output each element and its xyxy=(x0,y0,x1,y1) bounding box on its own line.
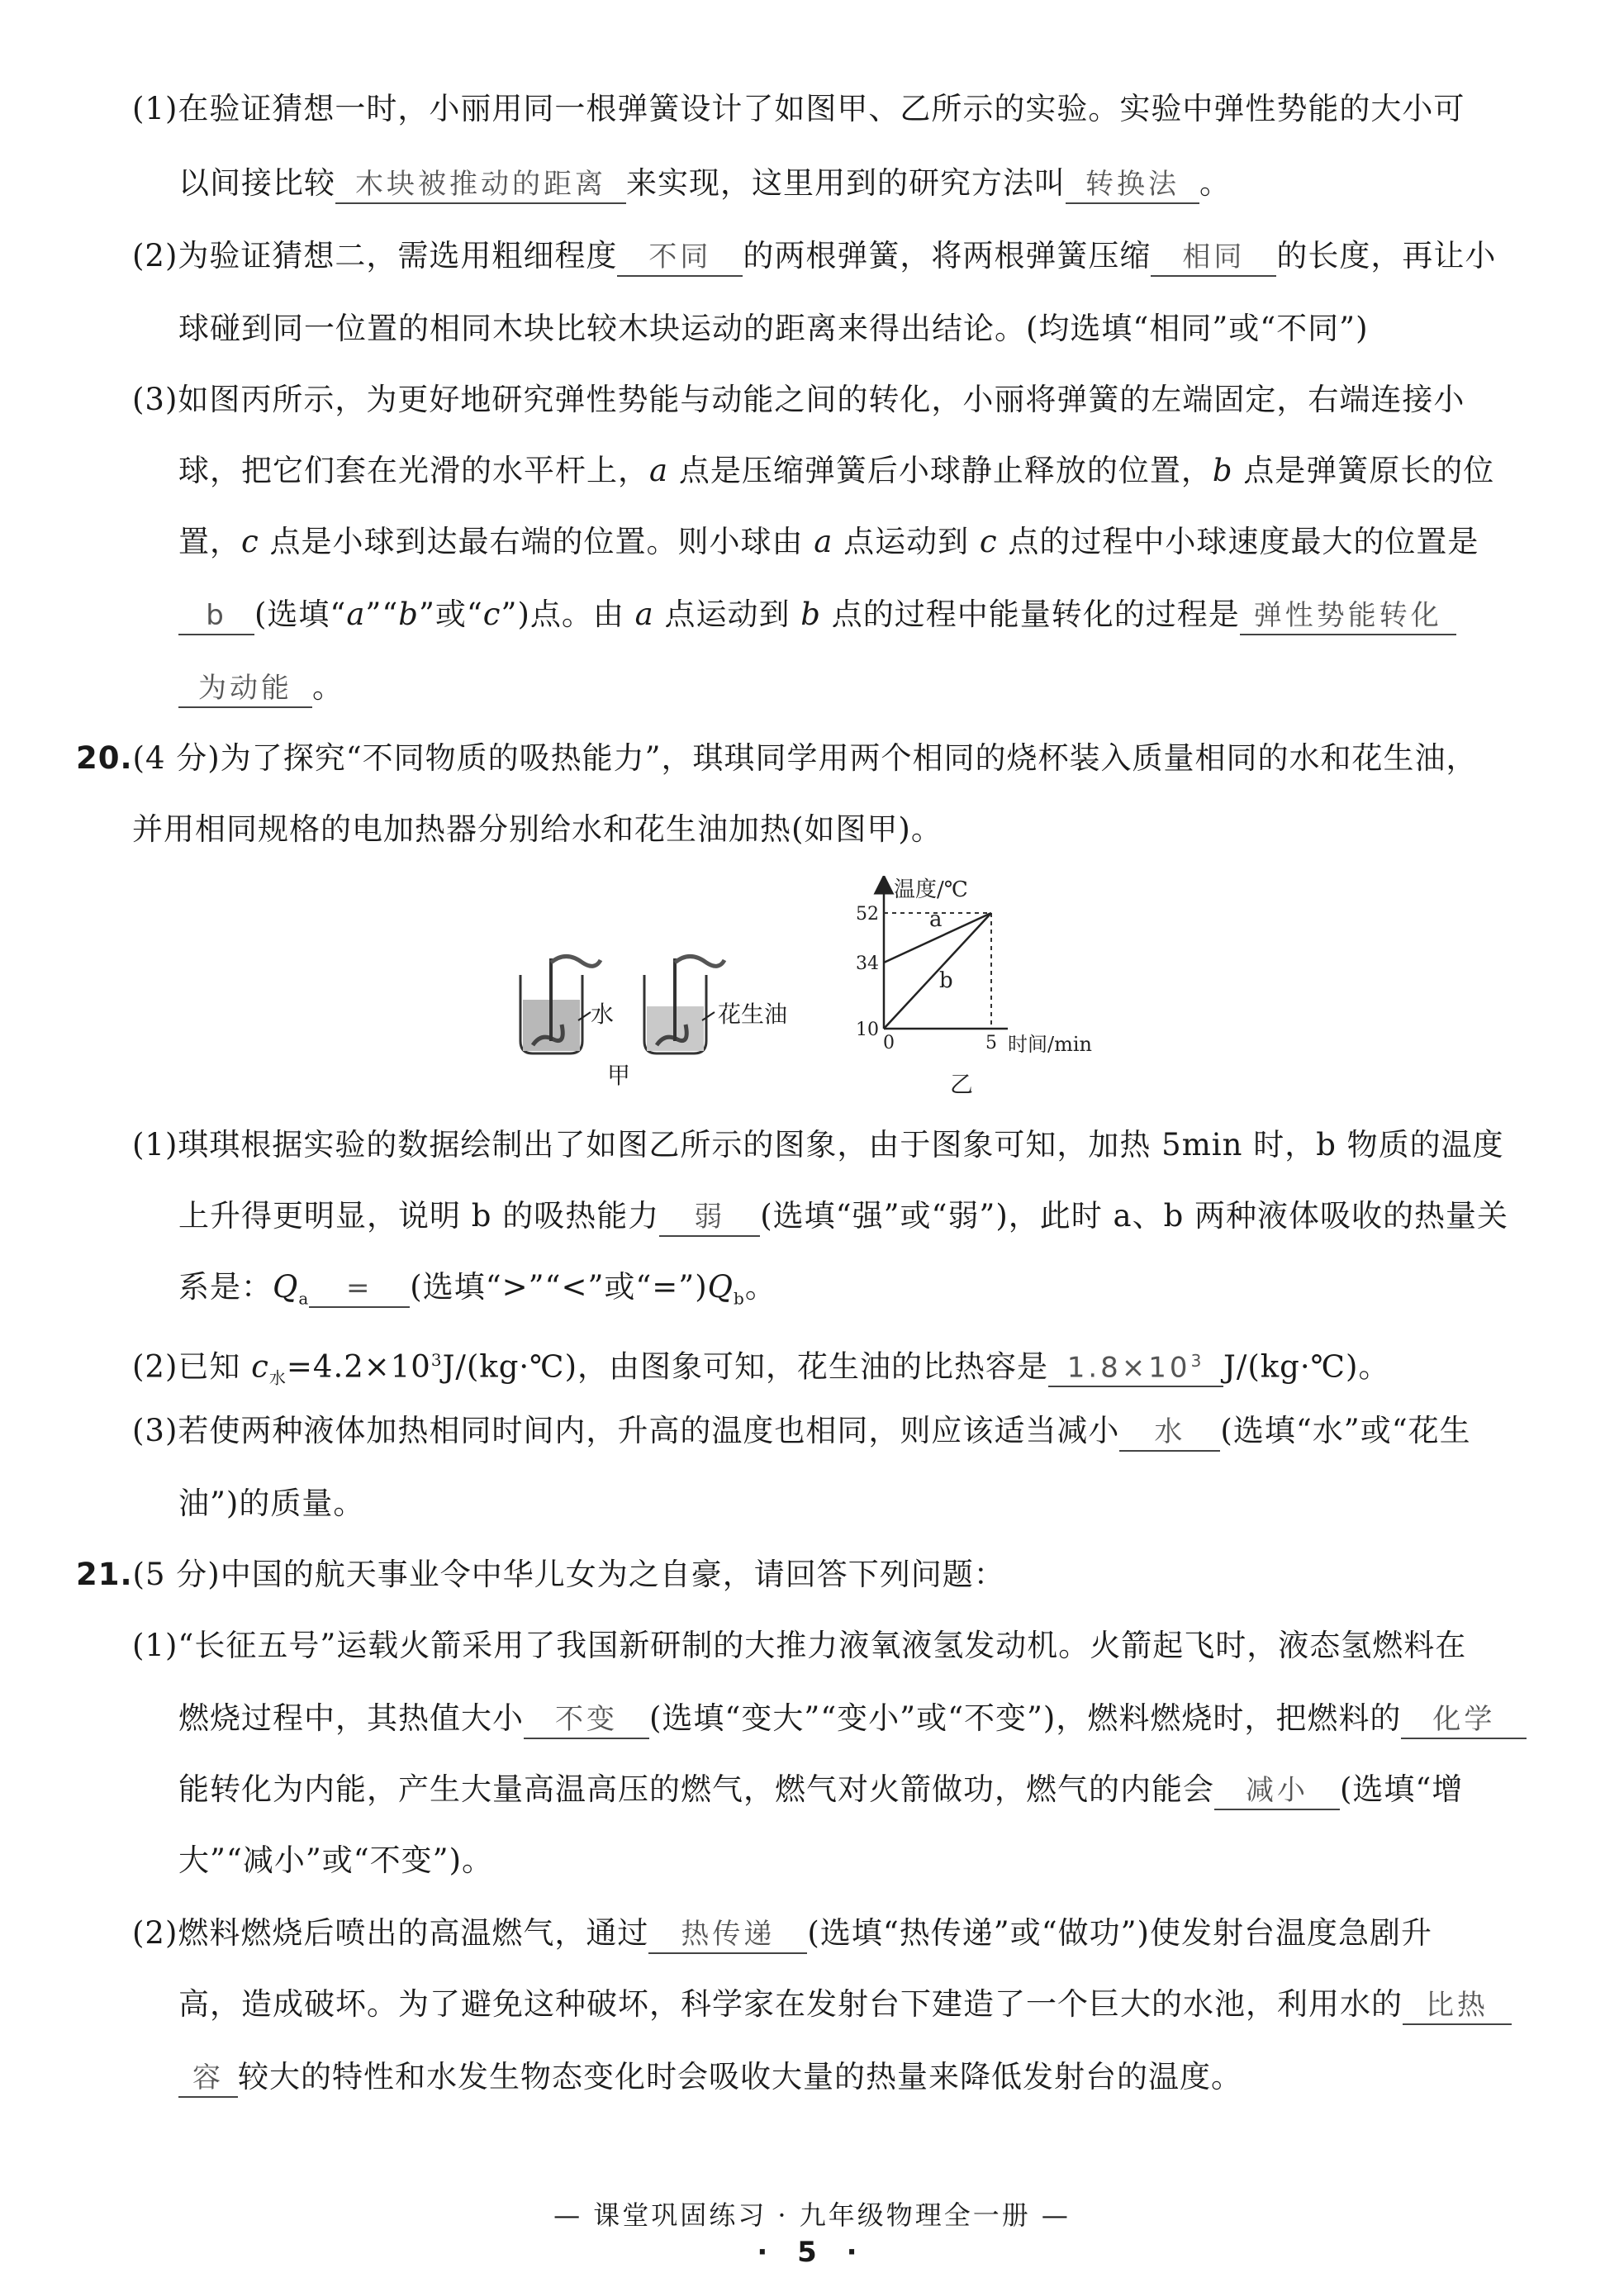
q21-p1-line2: 燃烧过程中，其热值大小 不变 (选填“变大”“变小”或“不变”)，燃料燃烧时，把燃料的 化学 xyxy=(178,1697,1527,1740)
book-title-footer: — 课堂巩固练习 · 九年级物理全一册 — xyxy=(553,2199,1071,2231)
q21-p1-line1: (1)“长征五号”运载火箭采用了我国新研制的大推力液氧液氢发动机。火箭起飞时，液态氢燃料在 xyxy=(132,1628,1467,1663)
answer-blank[interactable]: 不同 xyxy=(617,239,743,277)
y-axis-label: 温度/℃ xyxy=(894,877,968,902)
answer-blank[interactable]: 相同 xyxy=(1151,239,1276,277)
q19-p1-line2: 以间接比较 木块被推动的距离 来实现，这里用到的研究方法叫 转换法 。 xyxy=(178,162,1231,205)
q20-p1-line3: 系是：$Q_a$ = (选填“>”“<”或“$=”)Q_b$。 xyxy=(178,1269,776,1309)
q19-p3-line1: (3)如图丙所示，为更好地研究弹性势能与动能之间的转化，小丽将弹簧的左端固定，右端连接小 xyxy=(132,382,1465,417)
answer-blank[interactable]: 比热 xyxy=(1403,1987,1512,2025)
q20-p2-line: (2)已知 $c_水=4.2\times 10^3J/(kg\cdot℃)$，由图象可知，花生油的比热容是 $1.8\times 10^3$ J/(kg·℃)。 xyxy=(132,1338,1389,1400)
answer-blank[interactable]: $1.8\times 10^3$ xyxy=(1048,1343,1223,1387)
answer-blank[interactable]: 弱 xyxy=(659,1199,760,1237)
q21-p1-line3: 能转化为内能，产生大量高温高压的燃气，燃气对火箭做功，燃气的内能会 减小 (选填“增 xyxy=(178,1768,1463,1811)
q21-p2-line1: (2)燃料燃烧后喷出的高温燃气，通过 热传递 (选填“热传递”或“做功”)使发射台温度急剧升 xyxy=(132,1912,1432,1955)
x-tick-label: 5 xyxy=(985,1033,997,1053)
answer-blank[interactable]: 转换法 xyxy=(1066,166,1199,204)
q19-p2-line2: 球碰到同一位置的相同木块比较木块运动的距离来得出结论。(均选填“相同”或“不同”) xyxy=(178,311,1369,346)
water-beaker xyxy=(520,957,601,1054)
water-label: 水 xyxy=(591,1001,615,1028)
q21-p2-line2: 高，造成破坏。为了避免这种破坏，科学家在发射台下建造了一个巨大的水池，利用水的 比热 xyxy=(178,1983,1512,2026)
y-tick-label: 10 xyxy=(856,1020,879,1040)
q20-intro-line2: 并用相同规格的电加热器分别给水和花生油加热(如图甲)。 xyxy=(132,811,943,847)
answer-blank[interactable]: 木块被推动的距离 xyxy=(335,166,626,204)
answer-blank[interactable]: 不变 xyxy=(524,1701,649,1739)
figure-yi xyxy=(843,876,1190,1107)
q19-p3-line5: 为动能 。 xyxy=(178,666,344,709)
y-tick-label: 34 xyxy=(856,953,879,974)
q20-p1-line1: (1)琪琪根据实验的数据绘制出了如图乙所示的图象，由于图象可知，加热 5min 时，b 物质的温度 xyxy=(132,1127,1504,1163)
q19-p1-line1: (1)在验证猜想一时，小丽用同一根弹簧设计了如图甲、乙所示的实验。实验中弹性势能的大小可 xyxy=(132,91,1465,126)
q20-intro-line1: 20.(4 分)为了探究“不同物质的吸热能力”，琪琪同学用两个相同的烧杯装入质量相同的水和花生油， xyxy=(76,740,1478,776)
q21-p1-line4: 大”“减小”或“不变”)。 xyxy=(178,1842,494,1878)
q21-p2-line3: 容 较大的特性和水发生物态变化时会吸收大量的热量来降低发射台的温度。 xyxy=(178,2056,1242,2099)
question-number: 20. xyxy=(76,740,133,776)
q21-intro: 21.(5 分)中国的航天事业令中华儿女为之自豪，请回答下列问题： xyxy=(76,1557,1005,1592)
q19-p3-line3: 置，c 点是小球到达最右端的位置。则小球由 a 点运动到 c 点的过程中小球速度最大的位置是 xyxy=(178,524,1479,559)
answer-blank[interactable]: 减小 xyxy=(1214,1772,1340,1810)
figure-caption-jia: 甲 xyxy=(607,1062,631,1089)
figure-jia xyxy=(508,942,805,1099)
question-number: 21. xyxy=(76,1557,133,1592)
q19-p3-line4: b (选填“a”“b”或“c”)点。由 a 点运动到 b 点的过程中能量转化的过程是 弹性势能转化 xyxy=(178,593,1456,636)
temperature-chart xyxy=(843,876,1190,1107)
oil-label: 花生油 xyxy=(718,1001,788,1028)
q19-p2-line1: (2)为验证猜想二，需选用粗细程度 不同 的两根弹簧，将两根弹簧压缩 相同 的长度，再让小 xyxy=(132,235,1496,278)
series-label-a: a xyxy=(929,907,943,932)
oil-beaker xyxy=(644,957,724,1054)
y-tick-label: 52 xyxy=(856,904,879,925)
q20-p1-line2: 上升得更明显，说明 b 的吸热能力 弱 (选填“强”或“弱”)，此时 a、b 两种液体吸收的热量关 xyxy=(178,1195,1508,1238)
q20-p3-line2: 油”)的质量。 xyxy=(178,1486,365,1521)
answer-blank[interactable]: 热传递 xyxy=(648,1916,807,1954)
q20-p3-line1: (3)若使两种液体加热相同时间内，升高的温度也相同，则应该适当减小 水 (选填“水”或“花生 xyxy=(132,1410,1471,1453)
x-axis-label: 时间/min xyxy=(1008,1033,1092,1056)
series-label-b: b xyxy=(939,968,953,993)
answer-blank[interactable]: 容 xyxy=(178,2060,238,2098)
answer-blank[interactable]: 化学 xyxy=(1401,1701,1527,1739)
x-tick-label: 0 xyxy=(883,1033,895,1053)
answer-blank[interactable]: 为动能 xyxy=(178,670,312,708)
answer-blank[interactable]: 水 xyxy=(1119,1414,1220,1452)
answer-blank[interactable]: = xyxy=(309,1270,410,1308)
answer-blank[interactable]: b xyxy=(178,597,254,635)
q19-p3-line2: 球，把它们套在光滑的水平杆上，a 点是压缩弹簧后小球静止释放的位置，b 点是弹簧原长的位 xyxy=(178,453,1495,488)
page-number: · 5 · xyxy=(757,2236,867,2269)
answer-blank[interactable]: 弹性势能转化 xyxy=(1240,597,1456,635)
figure-caption-yi: 乙 xyxy=(950,1071,974,1098)
